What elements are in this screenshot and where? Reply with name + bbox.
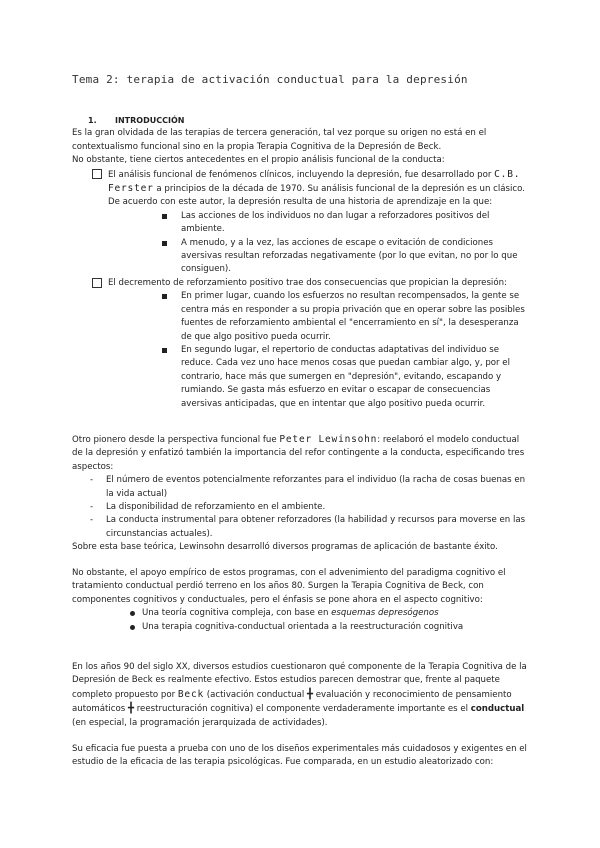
author-name: C.B. Ferster — [108, 168, 521, 195]
author-name: Beck — [177, 688, 204, 700]
lewinsohn-paragraph — [72, 433, 530, 474]
text-run: (en especial, la programación jerarquizada de actividades). — [72, 717, 328, 728]
text-run: (activación conductual — [206, 689, 305, 700]
plus-icon: ╋ — [306, 688, 314, 700]
checklist-text-cont: De acuerdo con este autor, la depresión resulta de una historia de aprendizaje en la que: — [108, 197, 493, 208]
efficacy-paragraph: Su eficacia fue puesta a prueba con uno de los diseños experimentales más cuidadosos y exigentes en el estudio de la eficacia de las terapia psicológicas. Fue comparada, en un estudio aleatorizado con: — [72, 744, 527, 768]
decremento-bullet-list — [72, 290, 530, 411]
lewinsohn-section — [72, 433, 530, 555]
section-number: 1. — [88, 116, 97, 125]
list-item: En primer lugar, cuando los esfuerzos no resultan recompensados, la gente se centra más en responder a su propia privación que en operar sobre las posibles fuentes de reforzamiento ambiental el "encerramiento en sí", la desesperanza de que algo positivo pueda ocurrir. — [160, 290, 530, 344]
italic-term: esquemas depresógenos — [331, 608, 439, 619]
list-item — [72, 607, 530, 620]
cognitive-paragraph: No obstante, el apoyo empírico de estos programas, con el advenimiento del paradigma cognitivo el tratamiento conductual perdió terreno en los años 80. Surgen la Terapia Cognitiva de Beck, con componentes cognitivos y conductuales, pero el énfasis se pone ahora en el aspecto cognitivo: — [72, 568, 506, 605]
list-item: A menudo, y a la vez, las acciones de escape o evitación de condiciones aversivas resultan reforzadas negativamente (por lo que evitan, no por lo que consiguen). — [160, 237, 530, 277]
nineties-section — [72, 661, 530, 730]
ferster-bullet-list — [72, 210, 530, 277]
page-title: Tema 2: terapia de activación conductual para la depresión — [72, 73, 468, 86]
list-item: Las acciones de los individuos no dan lugar a reforzadores positivos del ambiente. — [160, 210, 530, 237]
checkbox-icon[interactable] — [92, 278, 102, 288]
aspects-dash-list — [72, 474, 530, 541]
cognitive-dot-list — [72, 607, 530, 634]
author-name: Peter Lewinsohn — [279, 434, 378, 445]
cognitive-section — [72, 567, 530, 634]
intro-paragraph-2: No obstante, tiene ciertos antecedentes en el propio análisis funcional de la conducta: — [72, 155, 445, 166]
section-heading-text: INTRODUCCIÓN — [115, 116, 185, 125]
text-run: En los años 90 del siglo XX, diversos estudios cuestionaron qué componente de la Terapia Cognitiva de la Depresión de Beck es realmente efectivo. Estos estudios parecen demostrar que, frente al paquete completo propuesto por — [72, 662, 527, 700]
checklist-text — [108, 168, 530, 197]
checkbox-icon[interactable] — [92, 169, 102, 179]
text-run: reestructuración cognitiva) el componente verdaderamente importante es el — [136, 704, 469, 715]
text-run: : reelaboró el modelo conductual de la depresión y enfatizó también la importancia del refor contingente a la conducta, especificando tres aspectos: — [72, 435, 525, 472]
list-item: - La disponibilidad de reforzamiento en el ambiente. — [72, 501, 530, 514]
text-run: a principios de la década de 1970. Su análisis funcional de la depresión es un clásico. — [156, 184, 525, 195]
section-heading — [88, 114, 530, 127]
nineties-paragraph — [72, 661, 530, 730]
introduction-section — [72, 114, 530, 411]
bold-term: conductual — [470, 704, 525, 715]
text-run: El análisis funcional de fenómenos clínicos, incluyendo la depresión, fue desarrollado por — [108, 169, 492, 180]
checklist-text: El decremento de reforzamiento positivo trae dos consecuencias que propician la depresión: — [108, 277, 507, 288]
intro-paragraph: Es la gran olvidada de las terapias de tercera generación, tal vez porque su origen no está en el contextualismo funcional sino en la propia Terapia Cognitiva de la Depresión de Beck. — [72, 128, 487, 152]
list-item: En segundo lugar, el repertorio de conductas adaptativas del individuo se reduce. Cada vez uno hace menos cosas que puedan cambiar algo, y, por el contrario, hace más que sumergen en "depresión", evitando, escapando y rumiando. Se gasta más esfuerzo en evitar o escapar de consecuencias aversivas anticipadas, que en intentar que algo positivo pueda ocurrir. — [160, 344, 530, 411]
list-item: Una terapia cognitiva-conductual orientada a la reestructuración cognitiva — [72, 621, 530, 634]
lewinsohn-closing: Sobre esta base teórica, Lewinsohn desarrolló diversos programas de aplicación de bastante éxito. — [72, 542, 498, 553]
list-item: - El número de eventos potencialmente reforzantes para el individuo (la racha de cosas buenas en la vida actual) — [72, 474, 530, 501]
checklist-item-decremento — [72, 277, 530, 290]
text-run: Una teoría cognitiva compleja, con base en — [142, 608, 329, 619]
efficacy-section — [72, 743, 530, 770]
text-run: Otro pionero desde la perspectiva funcional fue — [72, 435, 277, 445]
checklist-item-ferster — [72, 168, 530, 210]
text-run: evaluación y reconocimiento de pensamiento automáticos — [72, 689, 512, 715]
list-item: - La conducta instrumental para obtener reforzadores (la habilidad y recursos para moverse en las circunstancias actuales). — [72, 514, 530, 541]
plus-icon: ╋ — [127, 703, 134, 715]
